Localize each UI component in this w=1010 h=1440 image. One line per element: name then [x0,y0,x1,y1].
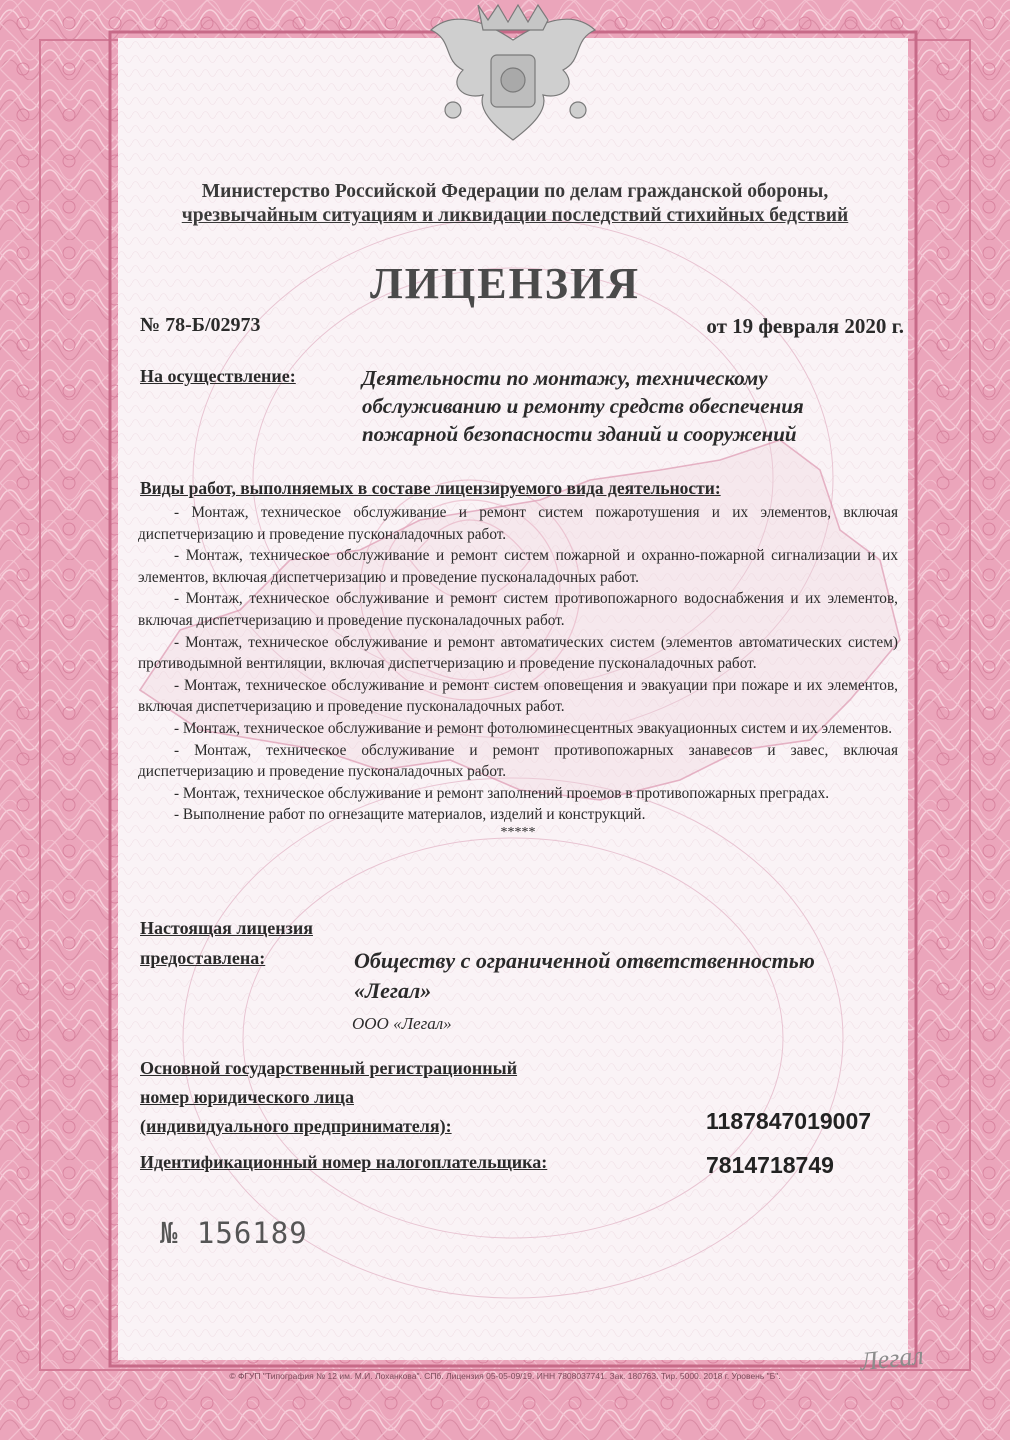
ogrn-label-line-1: Основной государственный регистрационный [140,1058,518,1078]
activity-label: На осуществление: [140,366,296,386]
work-item: - Монтаж, техническое обслуживание и ремонт противопожарных занавесов и завес, включая диспетчеризацию и проведение пусконаладочных работ. [138,741,898,781]
ogrn-label-line-2: номер юридического лица [140,1087,354,1107]
organization-name [354,946,894,1006]
ministry-line-1: Министерство Российской Федерации по делам гражданской обороны, [201,181,829,202]
ministry-header [120,180,910,228]
work-item: - Монтаж, техническое обслуживание и ремонт автоматических систем (элементов автоматических систем) противодымной вентиляции, включая диспетчеризацию и проведение пусконаладочных работ. [138,633,898,673]
grantee-label-line-2: предоставлена: [140,948,266,968]
activity-line-2: обслуживанию и ремонту средств обеспечения [362,394,804,418]
ogrn-label [140,1054,517,1141]
work-item: - Монтаж, техническое обслуживание и ремонт фотолюминесцентных эвакуационных систем и их элементов. [174,719,893,737]
license-number: № 78-Б/02973 [140,314,261,336]
organization-name-line-1: Обществу с ограниченной ответственностью [354,948,815,973]
organization-name-line-2: «Легал» [354,978,432,1003]
ogrn-value: 1187847019007 [706,1108,872,1134]
document-title: ЛИЦЕНЗИЯ [369,259,641,308]
grantee-label-line-1: Настоящая лицензия [140,918,313,938]
printer-footer: © ФГУП "Типография № 12 им. М.И. Лоханкова". СПб. Лицензия 05-05-09/19. ИНН 7808037741. Зак. 180763. Тир. 5000. 2018 г. Уровень "Б". [229,1371,781,1381]
blank-serial-number: № 156189 [160,1216,308,1250]
work-item: - Выполнение работ по огнезащите материалов, изделий и конструкций. [174,806,646,824]
works-list [138,502,898,840]
inn-value: 7814718749 [706,1152,834,1178]
work-item: - Монтаж, техническое обслуживание и ремонт систем пожарной и охранно-пожарной сигнализации и их элементов, включая диспетчеризацию и проведение пусконаладочных работ. [138,547,898,586]
works-heading: Виды работ, выполняемых в составе лицензируемого вида деятельности: [140,478,721,498]
handwritten-signature: Легал [858,1340,925,1377]
work-item: - Монтаж, техническое обслуживание и ремонт систем противопожарного водоснабжения и их элементов, включая диспетчеризацию и проведение пусконаладочных работ. [138,590,898,629]
license-date: от 19 февраля 2020 г. [706,314,904,338]
work-item: - Монтаж, техническое обслуживание и ремонт заполнений проемов в противопожарных преградах. [174,784,830,802]
ministry-line-2: чрезвычайным ситуациям и ликвидации последствий стихийных бедствий [181,205,849,226]
work-item: - Монтаж, техническое обслуживание и ремонт систем пожаротушения и их элементов, включая диспетчеризацию и проведение пусконаладочных работ. [138,504,898,543]
activity-description [362,364,892,448]
organization-short-name: ООО «Легал» [352,1014,452,1033]
activity-line-3: пожарной безопасности зданий и сооружений [362,422,797,446]
ogrn-label-line-3: (индивидуального предпринимателя): [140,1116,452,1136]
work-item: - Монтаж, техническое обслуживание и ремонт систем оповещения и эвакуации при пожаре и их элементов, включая диспетчеризацию и проведение пусконаладочных работ. [138,676,898,716]
inn-label: Идентификационный номер налогоплательщика: [140,1152,548,1172]
activity-line-1: Деятельности по монтажу, техническому [362,366,768,390]
section-separator: ***** [500,824,536,840]
